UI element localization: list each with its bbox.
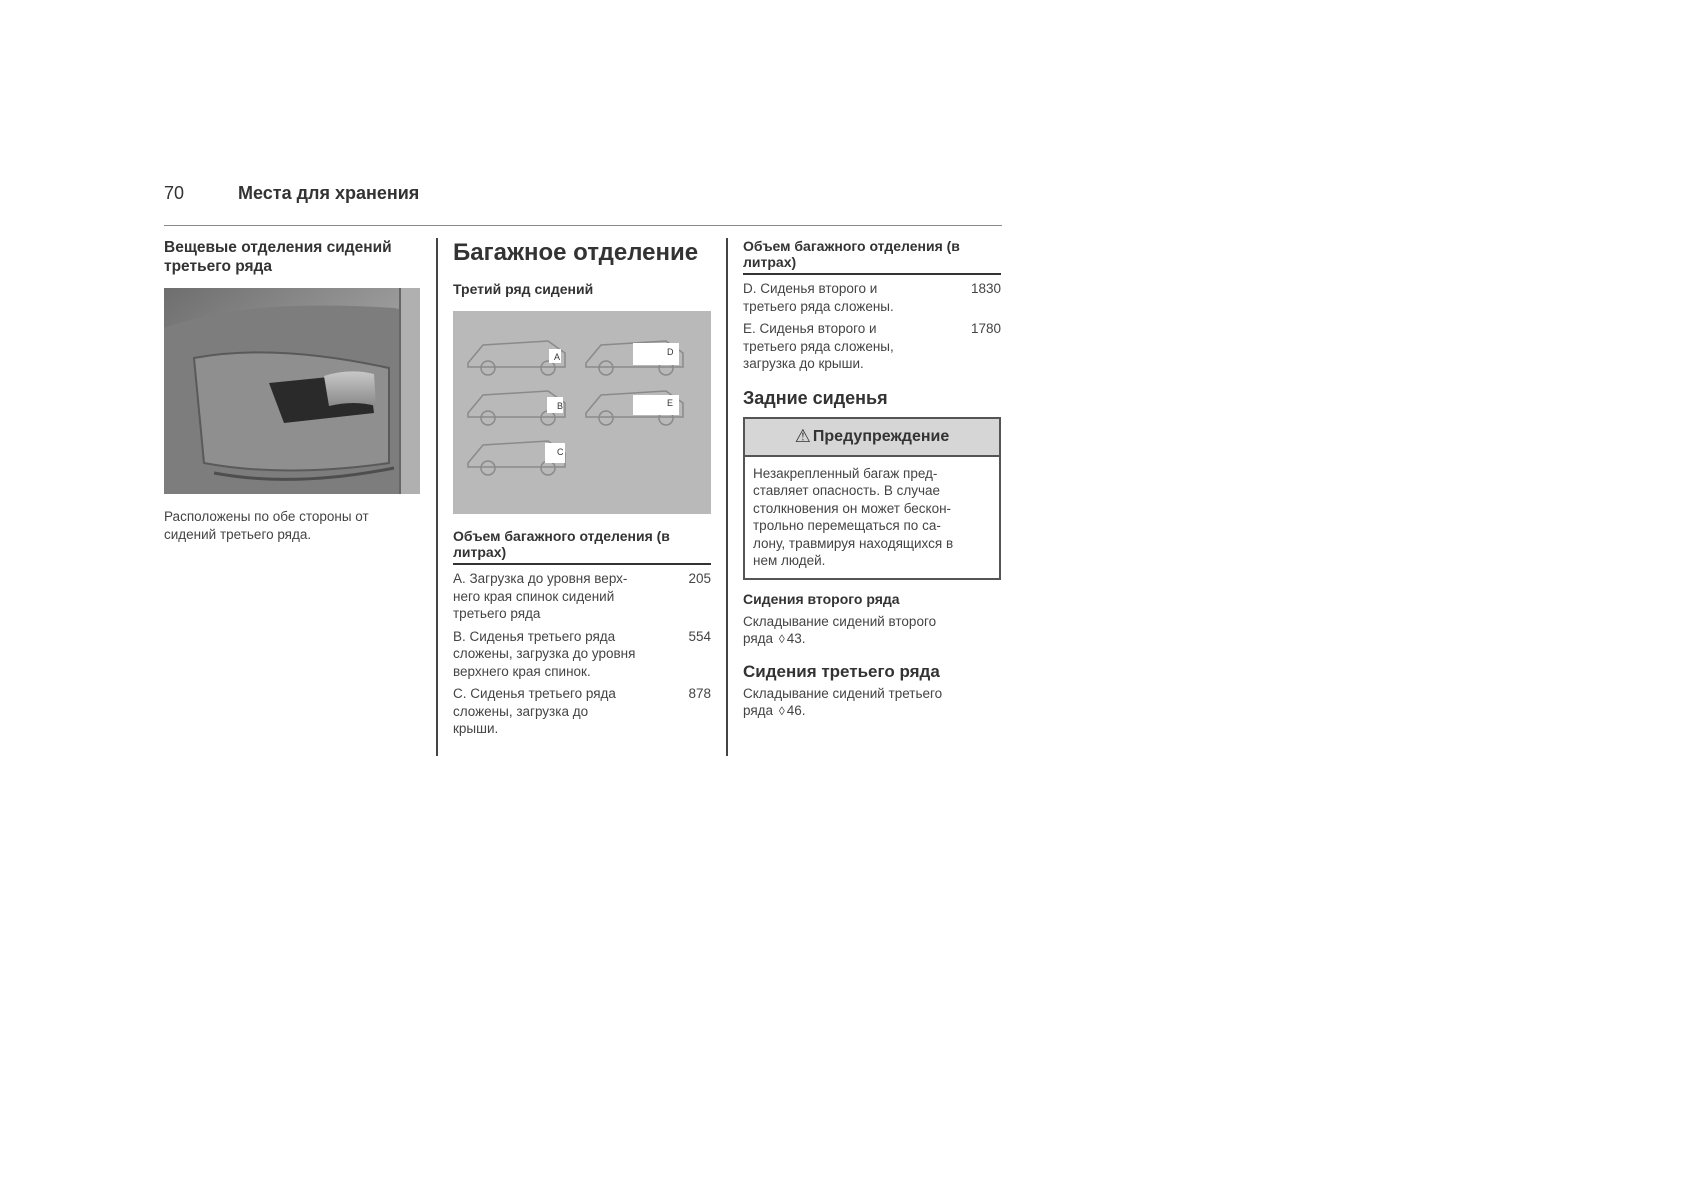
column-rear-seats bbox=[743, 238, 1001, 721]
luggage-title: Багажное отделение bbox=[453, 239, 699, 266]
warning-title: Предупреждение bbox=[812, 427, 950, 445]
warning-header bbox=[745, 419, 999, 457]
warning-box bbox=[743, 417, 1001, 580]
diagram-label-d: D bbox=[667, 347, 674, 357]
page-reference-icon: ◊ bbox=[778, 632, 785, 646]
volume-table-2 bbox=[743, 238, 1001, 373]
volume-row-a: A. Загрузка до уровня верх- него края спинок сидений третьего ряда 205 bbox=[453, 571, 711, 621]
page-number: 70 bbox=[164, 183, 185, 203]
rear-seats-heading: Задние сиденья bbox=[743, 387, 888, 408]
volume-table-title: Объем багажного отделения (в литрах) bbox=[743, 238, 1001, 275]
warning-text: Незакрепленный багаж пред- ставляет опасность. В случае столкновения он может бескон- трольно перемещаться по са- лону, травмируя находящихся в нем людей. bbox=[753, 465, 954, 568]
storage-heading: Вещевые отделения сидений третьего ряда bbox=[164, 239, 392, 275]
volume-value-e: 1780 bbox=[970, 321, 1001, 336]
page-header bbox=[164, 183, 1002, 226]
storage-compartment-photo bbox=[164, 288, 420, 494]
third-row-subheading: Третий ряд сидений bbox=[453, 281, 594, 297]
volume-table-1 bbox=[453, 528, 711, 738]
volume-row-b: B. Сиденья третьего ряда сложены, загрузка до уровня верхнего края спинок. 554 bbox=[453, 628, 711, 679]
diagram-label-b: B bbox=[557, 401, 564, 411]
second-row-heading: Сидения второго ряда bbox=[743, 590, 900, 607]
volume-value-d: 1830 bbox=[970, 281, 1001, 296]
volume-table-title: Объем багажного отделения (в литрах) bbox=[453, 528, 711, 565]
cargo-volume-diagram bbox=[453, 311, 711, 514]
diagram-label-a: A bbox=[554, 352, 561, 362]
volume-row-c: C. Сиденья третьего ряда сложены, загрузка до крыши. 878 bbox=[453, 686, 711, 736]
volume-row-d: D. Сиденья второго и третьего ряда сложены. 1830 bbox=[743, 281, 1001, 314]
page-section-title: Места для хранения bbox=[238, 183, 420, 203]
third-row-text: Складывание сидений третьего ряда ◊ 46. bbox=[743, 685, 943, 718]
column-luggage-compartment bbox=[453, 238, 711, 738]
warning-triangle-icon: ⚠ bbox=[794, 426, 811, 446]
volume-value-c: 878 bbox=[688, 686, 711, 701]
second-row-page-ref[interactable]: 43. bbox=[786, 631, 806, 646]
column-storage-compartments bbox=[164, 238, 420, 543]
column-divider bbox=[436, 238, 438, 756]
volume-value-b: 554 bbox=[688, 628, 711, 644]
third-row-page-ref[interactable]: 46. bbox=[786, 703, 806, 718]
storage-caption: Расположены по обе стороны от сидений третьего ряда. bbox=[164, 509, 369, 542]
third-row-heading: Сидения третьего ряда bbox=[743, 661, 940, 681]
second-row-text: Складывание сидений второго ряда ◊ 43. bbox=[743, 613, 937, 646]
volume-value-a: 205 bbox=[688, 571, 711, 586]
diagram-label-c: C bbox=[557, 447, 564, 457]
diagram-label-e: E bbox=[667, 398, 674, 408]
page-reference-icon: ◊ bbox=[778, 704, 785, 718]
column-divider bbox=[726, 238, 728, 756]
volume-row-e: E. Сиденья второго и третьего ряда сложены, загрузка до крыши. 1780 bbox=[743, 321, 1001, 371]
